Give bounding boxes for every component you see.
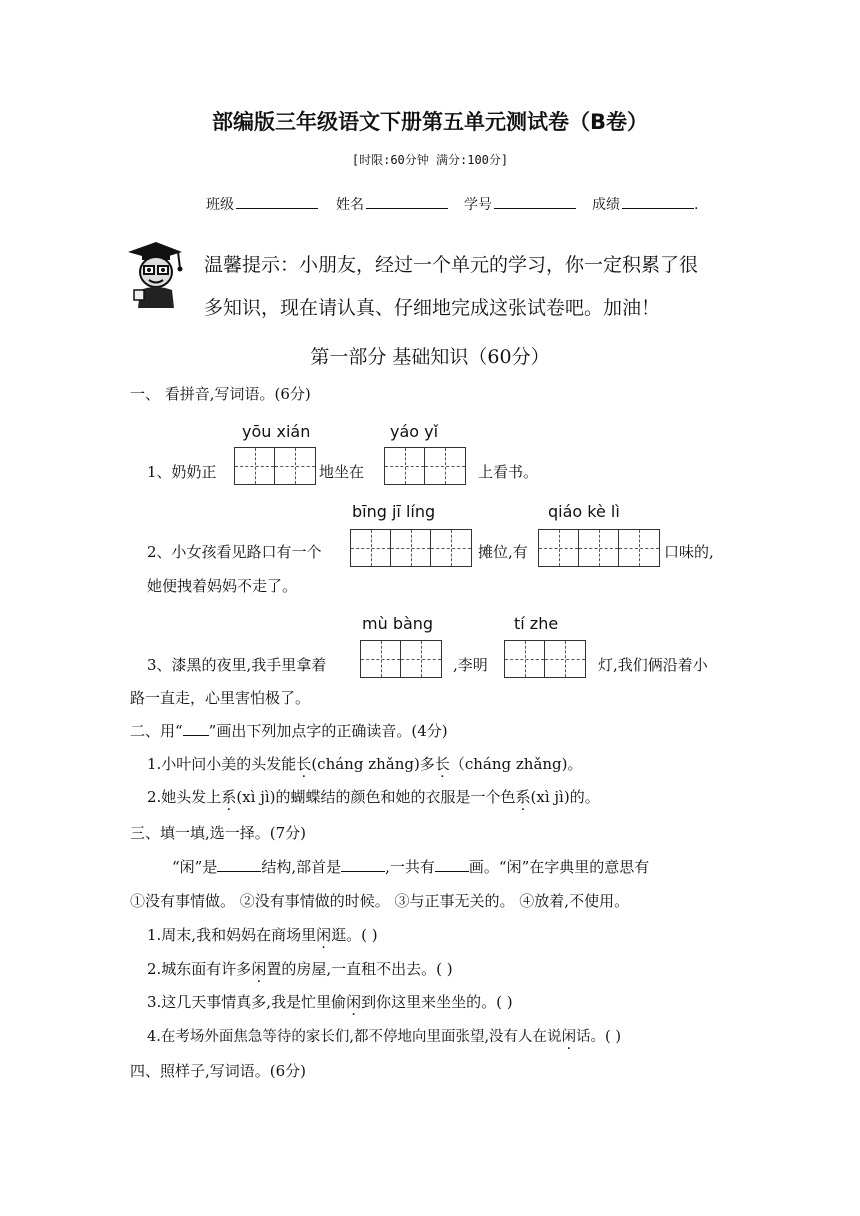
q3-text-post: 灯,我们俩沿着小 [598, 656, 708, 674]
section-1-heading: 一、 看拼音,写词语。(6分) [130, 385, 311, 403]
page-title: 部编版三年级语文下册第五单元测试卷（B卷） [211, 110, 648, 134]
pinyin-qiaokeli: qiáo kè lì [548, 502, 620, 521]
score-field[interactable] [592, 194, 698, 214]
sec2-line-1: 1.小叶问小美的头发能长(cháng zhǎng)多长（cháng zhǎng)。 [147, 755, 583, 773]
reading-options-2[interactable]: （cháng zhǎng)。 [449, 755, 583, 773]
pinyin-bingjiling: bīng jī líng [352, 502, 436, 521]
score-blank[interactable] [622, 194, 694, 209]
q3-text-mid: ,李明 [453, 656, 488, 674]
score-label: 成绩 [592, 197, 620, 213]
q1-text-post: 上看书。 [478, 463, 539, 481]
time-limit: [时限:60分钟 满分:100分] [351, 153, 509, 167]
q1-text-pre: 1、奶奶正 [147, 463, 217, 481]
q3-text-pre: 3、漆黑的夜里,我手里拿着 [147, 656, 327, 674]
teacher-cartoon-icon [120, 238, 186, 308]
dotted-char: 系 [221, 788, 237, 806]
reading-options-4[interactable]: (xì jì)的。 [530, 788, 600, 806]
q1-answer-grid-2[interactable] [384, 447, 466, 485]
dotted-char: 闲 [561, 1029, 577, 1045]
number-field[interactable] [464, 194, 576, 214]
part-one-heading: 第一部分 基础知识（60分） [310, 346, 550, 368]
name-field[interactable] [336, 194, 448, 214]
sec3-sentence-2[interactable]: 2.城东面有许多闲置的房屋,一直租不出去。( ) [147, 960, 453, 978]
q3-text-line2: 路一直走，心里害怕极了。 [130, 689, 311, 707]
q2-text-mid: 摊位,有 [478, 543, 528, 561]
tip-line-1: 温馨提示：小朋友，经过一个单元的学习，你一定积累了很 [204, 254, 699, 276]
sec3-sentence-4[interactable]: 4.在考场外面焦急等待的家长们,都不停地向里面张望,没有人在说闲话。( ) [147, 1029, 621, 1045]
dotted-char: 闲 [251, 960, 267, 978]
sec3-paragraph: “闲”是 结构,部首是 ,一共有 画。“闲”在字典里的意思有 [172, 858, 650, 876]
q1-answer-grid-1[interactable] [234, 447, 316, 485]
dotted-char: 闲 [316, 926, 332, 944]
name-blank[interactable] [366, 194, 448, 209]
section-4-heading: 四、照样子,写词语。(6分) [130, 1062, 307, 1080]
sec3-sentence-3[interactable]: 3.这几天事情真多,我是忙里偷闲到你这里来坐坐的。( ) [147, 993, 513, 1011]
pinyin-tizhe: tí zhe [514, 614, 559, 633]
underline-sample [183, 722, 209, 736]
structure-blank[interactable] [217, 858, 261, 872]
pinyin-youxian: yōu xián [242, 422, 311, 441]
reading-options-3[interactable]: (xì jì)的蝴蝶结的颜色和她的衣服是一个色 [236, 788, 516, 806]
number-label: 学号 [464, 197, 492, 213]
section-3-heading: 三、填一填,选一择。(7分) [130, 824, 307, 842]
q2-answer-grid-1[interactable] [350, 529, 472, 567]
q2-text-pre: 2、小女孩看见路口有一个 [147, 543, 322, 561]
meaning-options: ①没有事情做。 ②没有事情做的时候。 ③与正事无关的。 ④放着,不使用。 [130, 892, 630, 910]
sec2-line-2: 2.她头发上系(xì jì)的蝴蝶结的颜色和她的衣服是一个色系(xì jì)的。 [147, 788, 600, 806]
section-2-heading: 二、用“ ”画出下列加点字的正确读音。(4分) [130, 722, 448, 740]
q3-answer-grid-2[interactable] [504, 640, 586, 678]
reading-options-1[interactable]: (cháng zhǎng)多 [311, 755, 435, 773]
number-blank[interactable] [494, 194, 576, 209]
dotted-char: 闲 [346, 993, 362, 1011]
class-field[interactable] [206, 194, 318, 214]
q2-answer-grid-2[interactable] [538, 529, 660, 567]
sec3-sentence-1[interactable]: 1.周末,我和妈妈在商场里闲逛。( ) [147, 926, 378, 944]
class-blank[interactable] [236, 194, 318, 209]
dotted-char: 长 [434, 755, 450, 773]
dotted-char: 长 [296, 755, 312, 773]
tip-line-2: 多知识，现在请认真、仔细地完成这张试卷吧。加油！ [204, 297, 661, 319]
pinyin-yaoyi: yáo yǐ [390, 422, 439, 441]
strokes-blank[interactable] [435, 858, 469, 872]
radical-blank[interactable] [341, 858, 385, 872]
q2-text-line2: 她便拽着妈妈不走了。 [147, 577, 298, 595]
q2-text-post: 口味的, [664, 543, 714, 561]
end-mark: . [694, 197, 699, 213]
class-label: 班级 [206, 197, 234, 213]
q1-text-mid: 地坐在 [319, 463, 365, 481]
pinyin-mubang: mù bàng [362, 614, 434, 633]
dotted-char: 系 [515, 788, 531, 806]
name-label: 姓名 [336, 197, 364, 213]
q3-answer-grid-1[interactable] [360, 640, 442, 678]
